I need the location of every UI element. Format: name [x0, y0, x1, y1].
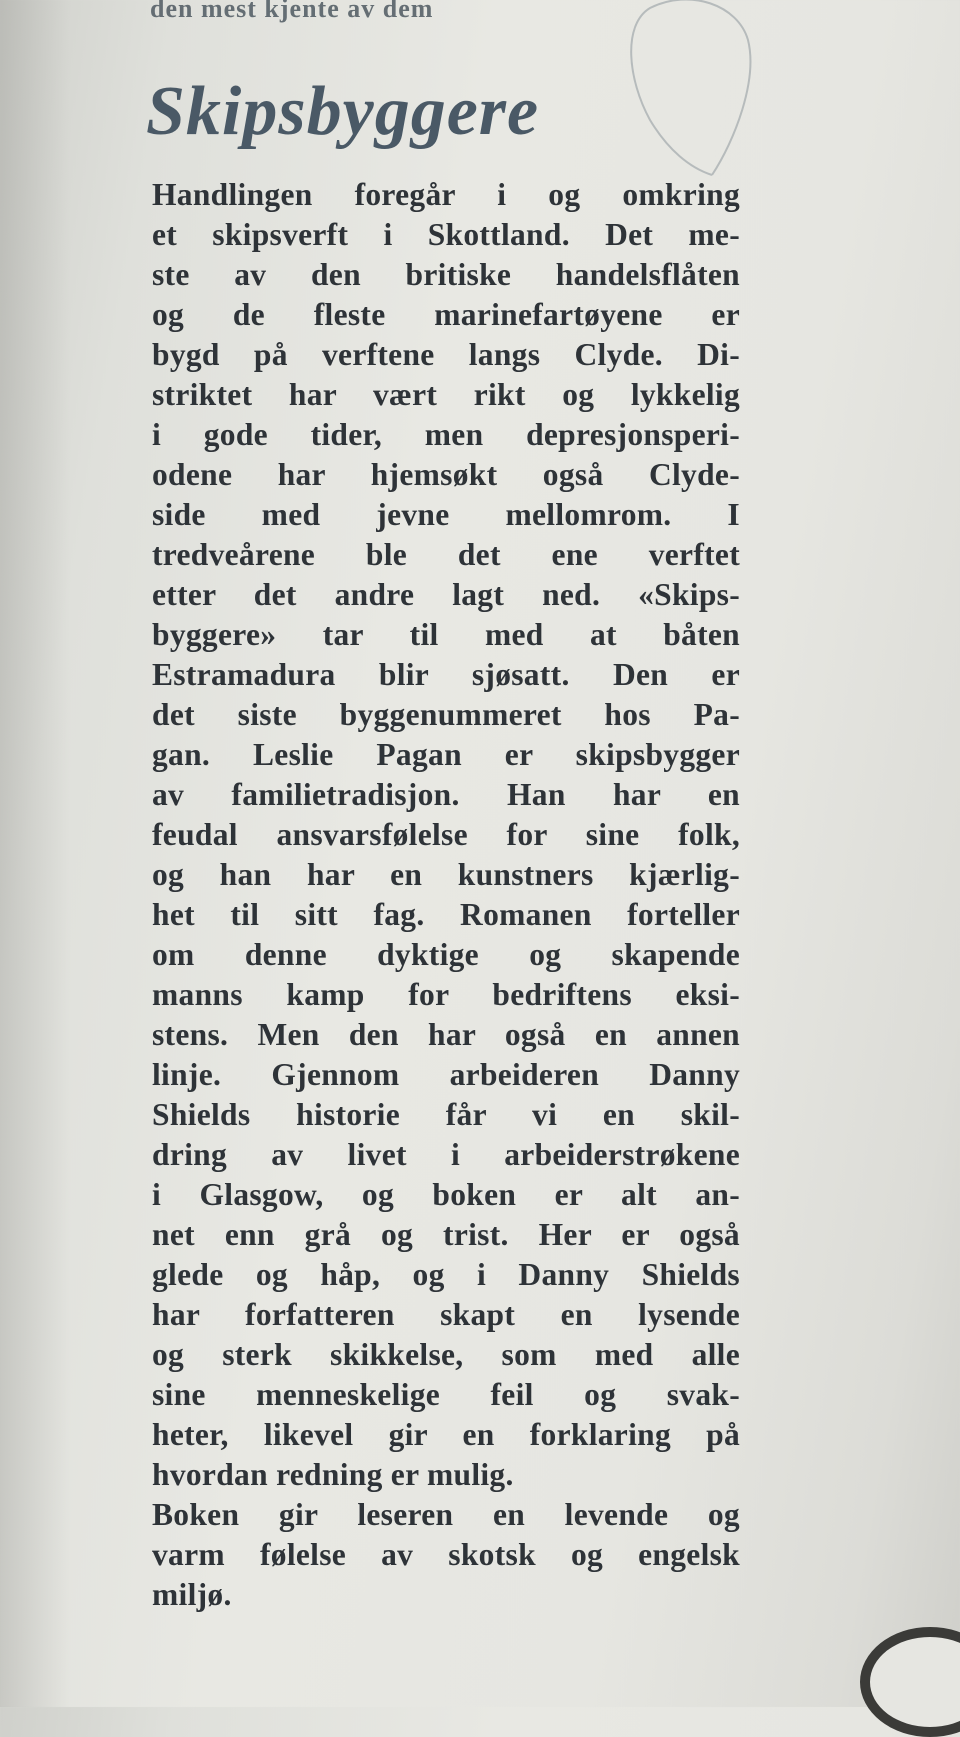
text-line: manns kamp for bedriftens eksi-	[152, 977, 740, 1012]
text-line: Shields historie får vi en skil-	[152, 1097, 740, 1132]
text-line: og sterk skikkelse, som med alle	[152, 1337, 740, 1372]
text-line: det siste byggenummeret hos Pa-	[152, 697, 740, 732]
description-text	[152, 175, 740, 1615]
text-line: av familietradisjon. Han har en	[152, 777, 740, 812]
text-line: et skipsverft i Skottland. Det me-	[152, 217, 740, 252]
text-line: ste av den britiske handelsflåten	[152, 257, 740, 292]
text-line: glede og håp, og i Danny Shields	[152, 1257, 740, 1292]
text-line: stens. Men den har også en annen	[152, 1017, 740, 1052]
text-line: dring av livet i arbeiderstrøkene	[152, 1137, 740, 1172]
text-line: om denne dyktige og skapende	[152, 937, 740, 972]
text-line: heter, likevel gir en forklaring på	[152, 1417, 740, 1452]
text-line: bygd på verftene langs Clyde. Di-	[152, 337, 740, 372]
previous-text-fragment: den mest kjente av dem	[150, 0, 434, 23]
text-line: tredveårene ble det ene verftet	[152, 537, 740, 572]
text-line: byggere» tar til med at båten	[152, 617, 740, 652]
text-line: etter det andre lagt ned. «Skips-	[152, 577, 740, 612]
text-line: Handlingen foregår i og omkring	[152, 177, 740, 212]
text-line: varm følelse av skotsk og engelsk	[152, 1537, 740, 1572]
text-line: i gode tider, men depresjonsperi-	[152, 417, 740, 452]
text-line: side med jevne mellomrom. I	[152, 497, 740, 532]
text-line: miljø.	[152, 1577, 232, 1612]
text-line: i Glasgow, og boken er alt an-	[152, 1177, 740, 1212]
text-line: linje. Gjennom arbeideren Danny	[152, 1057, 740, 1092]
text-line: feudal ansvarsfølelse for sine folk,	[152, 817, 740, 852]
text-line: hvordan redning er mulig.	[152, 1457, 514, 1492]
text-line: sine menneskelige feil og svak-	[152, 1377, 740, 1412]
text-line: net enn grå og trist. Her er også	[152, 1217, 740, 1252]
text-line: har forfatteren skapt en lysende	[152, 1297, 740, 1332]
text-line: Boken gir leseren en levende og	[152, 1497, 740, 1532]
text-line: og han har en kunstners kjærlig-	[152, 857, 740, 892]
text-line: gan. Leslie Pagan er skipsbygger	[152, 737, 740, 772]
text-line: odene har hjemsøkt også Clyde-	[152, 457, 740, 492]
text-line: het til sitt fag. Romanen forteller	[152, 897, 740, 932]
text-line: og de fleste marinefartøyene er	[152, 297, 740, 332]
book-title: Skipsbyggere	[146, 73, 540, 150]
text-line: striktet har vært rikt og lykkelig	[152, 377, 740, 412]
text-line: Estramadura blir sjøsatt. Den er	[152, 657, 740, 692]
